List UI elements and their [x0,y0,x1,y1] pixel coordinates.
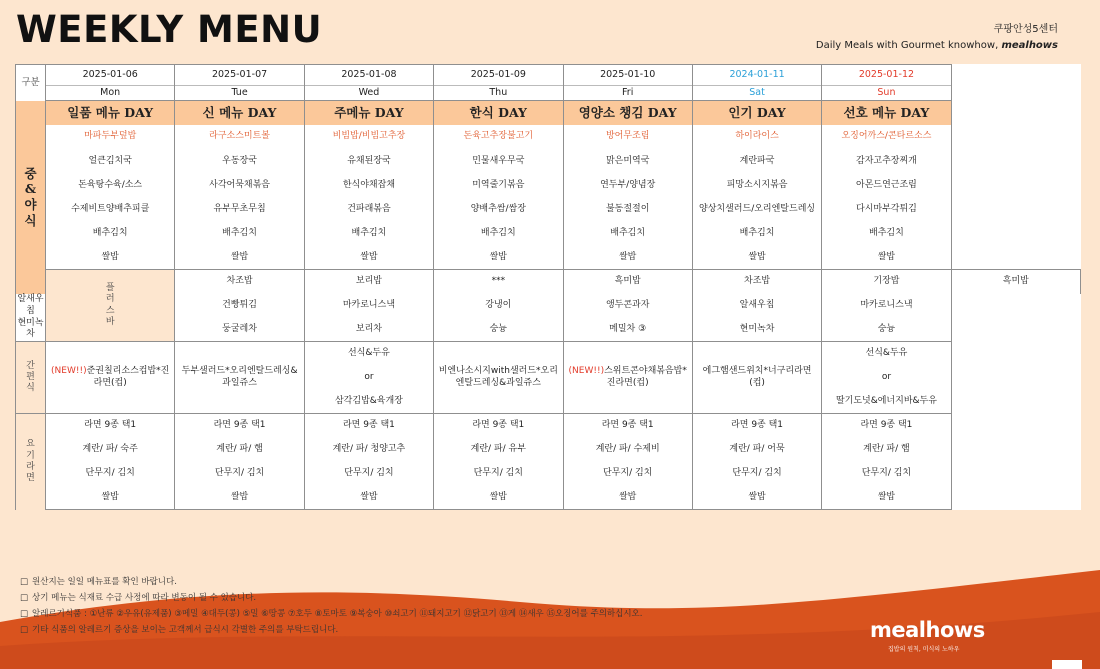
category-char: 요 [26,439,35,450]
side-dish: 다시마부각튀김 [822,198,951,222]
side-dish: 배추김치 [304,222,433,246]
salad-bar-item: 보리차 [304,318,433,342]
new-badge: (NEW!!) [51,366,87,377]
snack-item: 선식&두유 [822,342,951,366]
noodle-item: 단무지/ 김치 [175,462,304,486]
salad-bar-item: 현미녹차 [16,318,46,342]
side-dish: 돈육탕수육/소스 [46,174,175,198]
noodle-item: 쌀밥 [304,486,433,510]
date-header: 2025-01-09 [434,65,563,86]
header [0,0,1100,64]
side-dish: 유부무초무침 [175,198,304,222]
snack-item [563,342,692,414]
noodle-item: 단무지/ 김치 [434,462,563,486]
weekday-row [16,86,1081,101]
theme-cell: 한식 DAY [434,101,563,125]
theme-cell: 인기 DAY [692,101,821,125]
salad-bar-item: 메밀차 ③ [563,318,692,342]
side-dish: 유채된장국 [304,150,433,174]
snack-item: or [304,366,433,390]
side-dish: 민물새우무국 [434,150,563,174]
theme-cell: 선호 메뉴 DAY [822,101,951,125]
footer [0,550,1100,669]
side-dish-row [16,222,1081,246]
salad-bar-item: 앵두콘과자 [563,294,692,318]
snack-item [434,342,563,414]
theme-cell: 신 메뉴 DAY [175,101,304,125]
noodle-item: 계란/ 파/ 햄 [822,438,951,462]
category-snack [16,342,46,414]
menu-table [15,64,1081,510]
side-dish: 쌀밥 [46,246,175,270]
category-char: 기 [26,450,35,461]
noodle-item: 라면 9종 택1 [304,414,433,438]
side-dish: 양배추쌈/쌈장 [434,198,563,222]
noodle-item: 쌀밥 [175,486,304,510]
noodle-row [16,414,1081,438]
category-char: & [24,181,37,197]
logo-subtitle: 집밥의 원칙, 미식의 노하우 [888,646,960,653]
snack-item: or [822,366,951,390]
noodle-item: 단무지/ 김치 [563,462,692,486]
side-dish: 양상치샐러드/오리엔탈드레싱 [692,198,821,222]
noodle-item: 쌀밥 [563,486,692,510]
snack-row [16,342,1081,366]
side-dish: 배추김치 [563,222,692,246]
weekday-header: Sun [822,86,951,101]
noodle-item: 계란/ 파/ 햄 [175,438,304,462]
side-dish: 한식야채잡채 [304,174,433,198]
salad-bar-item: 마카로니스낵 [822,294,951,318]
noodle-item: 쌀밥 [434,486,563,510]
category-char: 스 [105,305,115,316]
main-dish: 오징어까스/콘타르소스 [822,125,951,150]
noodle-item: 계란/ 파/ 숙주 [46,438,175,462]
noodle-item: 단무지/ 김치 [692,462,821,486]
side-dish: 배추김치 [175,222,304,246]
salad-bar-item: 둥굴레차 [175,318,304,342]
page-title: WEEKLY MENU [16,8,323,51]
snack-item: 딸기도넛&에너지바&두유 [822,390,951,414]
salad-bar-item: 숭늉 [434,318,563,342]
snack-item [692,342,821,414]
category-noodle [16,414,46,510]
noodle-item: 라면 9종 택1 [692,414,821,438]
salad-bar-item: 차조밥 [175,270,304,294]
branch-name: 쿠팡안성5센터 [993,24,1058,35]
snack-item [46,342,175,414]
category-char: 러 [105,294,115,305]
date-header: 2025-01-06 [46,65,175,86]
main-dish: 라구소스미트볼 [175,125,304,150]
salad-bar-item: 알새우칩 [692,294,821,318]
noodle-row [16,438,1081,462]
salad-bar-row [16,318,1081,342]
note-item: □ 기타 식품의 알레르기 증상을 보이는 고객께서 급식시 각별한 주의를 부탁드립니다. [20,622,642,638]
side-dish: 우동장국 [175,150,304,174]
tagline-brand: mealhows [1001,40,1058,51]
new-badge: (NEW!!) [568,366,605,377]
category-char: 식 [26,383,35,394]
noodle-item: 쌀밥 [822,486,951,510]
side-dish: 쌀밥 [434,246,563,270]
snack-text: 준권칠리소스컵밥*진라면(컵) [86,366,170,388]
side-dish: 얼큰김치국 [46,150,175,174]
side-dish: 미역줄기볶음 [434,174,563,198]
side-dish: 쌀밥 [822,246,951,270]
tagline [816,40,1058,51]
note-item: □ 상기 메뉴는 식재료 수급 사정에 따라 변동이 될 수 있습니다. [20,590,642,606]
side-dish: 아몬드연근조림 [822,174,951,198]
snack-item: 선식&두유 [304,342,433,366]
salad-bar-item: 흑미밥 [563,270,692,294]
category-char: 야 [24,197,37,212]
category-char: 면 [26,473,35,483]
date-header: 2025-01-07 [175,65,304,86]
salad-bar-item: 숭늉 [822,318,951,342]
side-dish: 불동절절이 [563,198,692,222]
main-dish: 방어무조림 [563,125,692,150]
corner-label: 구분 [16,65,46,101]
side-dish: 계란파국 [692,150,821,174]
tagline-text: Daily Meals with Gourmet knowhow, [815,40,1002,51]
salad-bar-row [16,294,1081,318]
category-salad [46,270,175,342]
noodle-item: 계란/ 파/ 수제비 [563,438,692,462]
snack-item [175,342,304,414]
category-char: 편 [26,371,35,382]
side-dish: 쌀밥 [563,246,692,270]
noodle-item: 쌀밥 [46,486,175,510]
weekday-header: Tue [175,86,304,101]
notes-list [20,574,642,638]
date-header: 2024-01-11 [692,65,821,86]
weekday-header: Mon [46,86,175,101]
salad-bar-item: 건빵튀김 [175,294,304,318]
noodle-row [16,462,1081,486]
noodle-item: 라면 9종 택1 [822,414,951,438]
category-char: 중 [24,165,37,181]
side-dish: 사각어묵채볶음 [175,174,304,198]
main-dish-row [16,125,1081,150]
side-dish: 연두부/양념장 [563,174,692,198]
snack-text: 스위트콘야채볶음밥*진라면(컵) [604,366,687,388]
noodle-item: 단무지/ 김치 [46,462,175,486]
salad-bar-item: 현미녹차 [692,318,821,342]
side-dish-row [16,150,1081,174]
snack-text: 에그햄샌드위치*너구리라면(컵) [702,366,812,388]
note-item: □ 알레르기식품 : ①난류 ②우유(유제품) ③메밀 ④대두(콩) ⑤밀 ⑥땅콩 ⑦호두 ⑧토마토 ⑨복숭아 ⑩쇠고기 ⑪돼지고기 ⑫닭고기 ⑬게 ⑭새우 ⑮오징어를 주의하십시오. [20,606,642,622]
side-dish-row [16,198,1081,222]
salad-bar-item: 기장밥 [822,270,951,294]
theme-row [16,101,1081,125]
side-dish: 쌀밥 [692,246,821,270]
salad-bar-item: 차조밥 [692,270,821,294]
main-dish: 비빔밥/비빔고추장 [304,125,433,150]
date-header: 2025-01-10 [563,65,692,86]
salad-bar-item: 알새우칩 [17,294,44,316]
side-dish: 쌀밥 [304,246,433,270]
noodle-item: 계란/ 파/ 청양고추 [304,438,433,462]
side-dish: 피망소시지볶음 [692,174,821,198]
salad-bar-item: 흑미밥 [951,270,1080,294]
side-dish: 건파래볶음 [304,198,433,222]
side-dish-row [16,174,1081,198]
salad-bar-item: 마카로니스낵 [304,294,433,318]
weekday-header: Thu [434,86,563,101]
main-dish: 마파두부덮밥 [46,125,175,150]
side-dish: 감자고추장찌개 [822,150,951,174]
weekday-header: Sat [692,86,821,101]
noodle-item: 라면 9종 택1 [46,414,175,438]
noodle-item: 라면 9종 택1 [434,414,563,438]
noodle-item: 계란/ 파/ 유부 [434,438,563,462]
category-char: 바 [105,316,115,327]
side-dish: 수제비트양배추피클 [46,198,175,222]
weekday-header: Wed [304,86,433,101]
snack-item: 삼각김밥&육개장 [304,390,433,414]
noodle-item: 라면 9종 택1 [563,414,692,438]
mealhows-logo: mealhows [870,618,985,642]
side-dish: 배추김치 [822,222,951,246]
category-char: 플 [105,283,115,293]
theme-cell: 영양소 챙김 DAY [563,101,692,125]
snack-text: 두부샐러드*오리엔탈드레싱&과일쥬스 [181,366,298,388]
side-dish-row [16,246,1081,270]
weekday-header: Fri [563,86,692,101]
date-row [16,65,1081,86]
side-dish: 배추김치 [692,222,821,246]
salad-bar-item: 보리밥 [304,270,433,294]
main-dish: 돈육고추장불고기 [434,125,563,150]
theme-cell: 주메뉴 DAY [304,101,433,125]
theme-cell: 일품 메뉴 DAY [46,101,175,125]
salad-bar-row [16,270,1081,294]
noodle-item: 계란/ 파/ 어묵 [692,438,821,462]
category-char: 라 [26,461,35,472]
noodle-item: 쌀밥 [692,486,821,510]
side-dish: 배추김치 [434,222,563,246]
noodle-item: 단무지/ 김치 [822,462,951,486]
date-header: 2025-01-08 [304,65,433,86]
category-lunch [16,101,46,294]
salad-bar-item: *** [434,270,563,294]
noodle-item: 단무지/ 김치 [304,462,433,486]
date-header: 2025-01-12 [822,65,951,86]
noodle-row [16,486,1081,510]
note-item: □ 원산지는 일일 메뉴표를 확인 바랍니다. [20,574,642,590]
main-dish: 하이라이스 [692,125,821,150]
category-char: 식 [24,212,37,228]
category-char: 간 [26,360,35,371]
side-dish: 맑은미역국 [563,150,692,174]
side-dish: 배추김치 [46,222,175,246]
noodle-item: 라면 9종 택1 [175,414,304,438]
snack-text: 비엔나소시지with샐러드*오리엔탈드레싱&과일쥬스 [438,366,558,388]
salad-bar-item: 강냉이 [434,294,563,318]
side-dish: 쌀밥 [175,246,304,270]
